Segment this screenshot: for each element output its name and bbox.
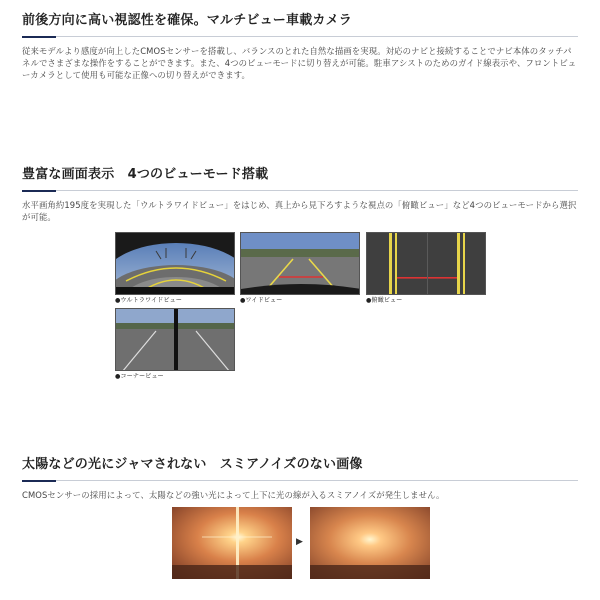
view-caption: ●ウルトラワイドビュー — [115, 297, 182, 304]
section-description: 水平画角約195度を実現した「ウルトラワイドビュー」をはじめ、真上から見下ろすような視点の「俯瞰ビュー」など4つのビューモードから選択が可能。 — [22, 200, 577, 222]
top-down-view-image — [366, 232, 486, 295]
section-heading: 前後方向に高い視認性を確保。マルチビュー車載カメラ — [22, 13, 353, 28]
view-wide — [240, 232, 360, 305]
section-description: CMOSセンサーの採用によって、太陽などの強い光によって上下に光の線が入るスミアノイズが発生しません。 — [22, 490, 445, 500]
section-heading: 豊富な画面表示 4つのビューモード搭載 — [22, 167, 269, 182]
view-caption: ●コーナービュー — [115, 373, 164, 380]
view-top-down — [366, 232, 486, 305]
section-smear-noise — [22, 456, 578, 502]
section-multiview-camera — [22, 12, 578, 81]
view-corner — [115, 308, 235, 381]
no-smear-image — [310, 507, 430, 579]
heading-divider — [22, 190, 578, 192]
wide-view-image — [240, 232, 360, 295]
heading-divider — [22, 36, 578, 38]
heading-divider — [22, 480, 578, 482]
view-caption: ●俯瞰ビュー — [366, 297, 403, 304]
view-caption: ●ワイドビュー — [240, 297, 283, 304]
ultra-wide-view-image — [115, 232, 235, 295]
smear-noise-image — [172, 507, 292, 579]
section-view-modes — [22, 166, 578, 224]
corner-view-image — [115, 308, 235, 371]
section-heading: 太陽などの光にジャマされない スミアノイズのない画像 — [22, 457, 363, 472]
comparison-arrow: ▶ — [296, 537, 303, 547]
section-description: 従来モデルより感度が向上したCMOSセンサーを搭載し、バランスのとれた自然な描画を実現。対応のナビと接続することでナビ本体のタッチパネルでさまざまな操作をすることができます。また、4つのビューモードに切り替えが可能。駐車アシストのためのガイド線表示や、フロントビューカメラとして使用も可能な正像への切り替えができます。 — [22, 46, 577, 80]
view-ultra-wide — [115, 232, 235, 305]
